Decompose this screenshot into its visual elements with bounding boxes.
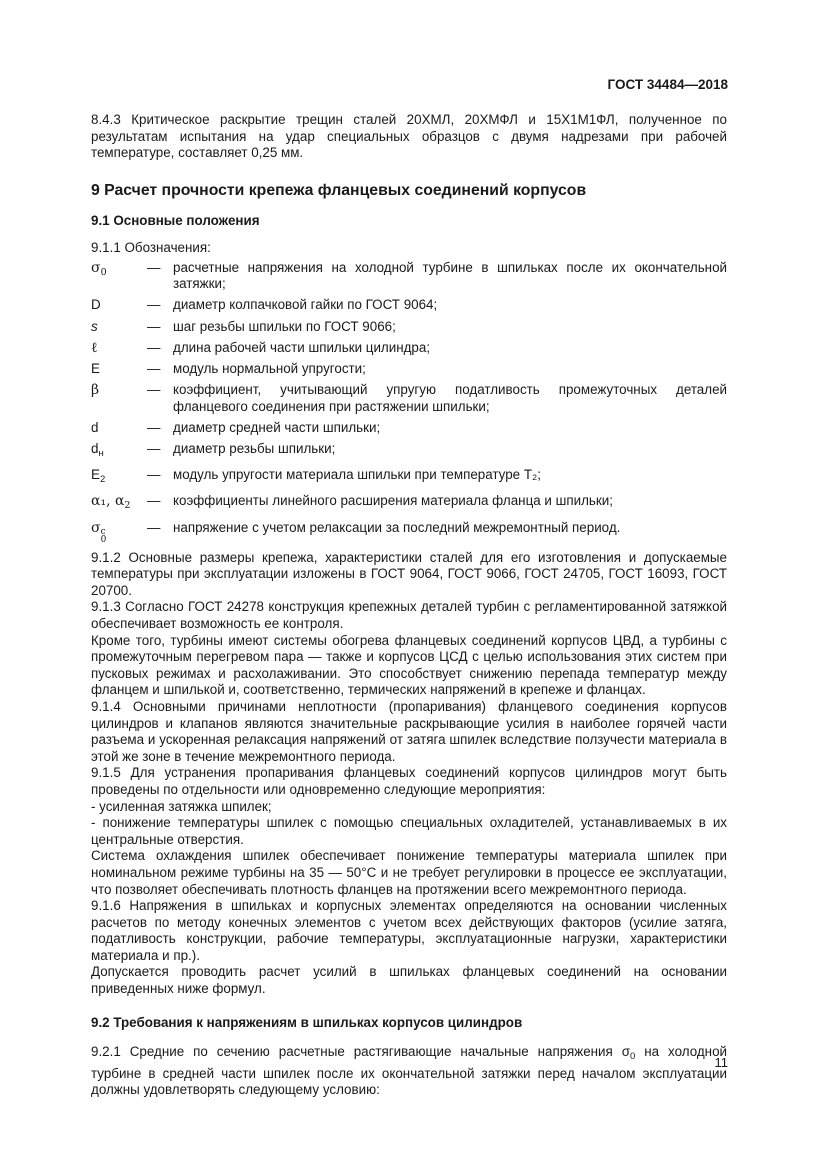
notation-dash: —	[147, 339, 161, 355]
notation-description: диаметр средней части шпильки;	[173, 419, 381, 435]
notation-symbol: α₁, $\alpha_2$	[91, 493, 131, 512]
section-9-title: 9 Расчет прочности крепежа фланцевых соединений корпусов	[91, 181, 587, 199]
document-body	[91, 112, 727, 1099]
notation-symbol: d	[91, 419, 99, 435]
paragraph: Допускается проводить расчет усилий в шпильках фланцевых соединений на основании приведенных ниже формул.	[91, 964, 727, 997]
notation-symbol: E	[91, 360, 100, 376]
notation-symbol: D	[91, 297, 101, 313]
paragraph: - понижение температуры шпилек с помощью специальных охладителей, устанавливаемых в их центральные отверстия.	[91, 815, 727, 847]
notation-description: напряжение с учетом релаксации за последний межремонтный период.	[173, 519, 621, 535]
notation-item	[91, 297, 727, 314]
page-number: 11	[714, 1055, 728, 1070]
paragraph: 9.1.4 Основными причинами неплотности (пропаривания) фланцевого соединения корпусов цилиндров и клапанов являются значительные раскрывающие усилия в наиболее горячей части разъема и ускоренная релаксация напряжений от затяга шпилек вследствие ползучести материала в этой же зоне в течение межремонтного периода.	[91, 698, 727, 764]
notation-dash: —	[147, 441, 161, 457]
notation-item	[91, 340, 727, 357]
paragraph-9-2-1: 9.2.1 Средние по сечению расчетные растягивающие начальные напряжения $\sigma_0$ на холодной турбине в средней части шпилек после их окончательной затяжки перед началом эксплуатации должны удовлетворять следующему условию:	[91, 1044, 728, 1098]
notation-list	[91, 260, 727, 544]
notation-item	[91, 420, 727, 437]
notation-item	[91, 493, 727, 515]
paragraphs	[91, 550, 727, 998]
notation-symbol: $d_н$	[91, 441, 104, 460]
paragraph: - усиленная затяжка шпилек;	[91, 798, 272, 814]
notation-dash: —	[147, 259, 161, 275]
notation-dash: —	[147, 493, 161, 509]
notation-symbol: ℓ	[91, 339, 98, 356]
notation-symbol: s	[91, 318, 98, 334]
notation-intro: 9.1.1 Обозначения:	[91, 239, 211, 255]
notation-item	[91, 361, 727, 378]
subsection-9-2-title: 9.2 Требования к напряжениям в шпильках корпусов цилиндров	[91, 1014, 523, 1030]
paragraph: 9.1.2 Основные размеры крепежа, характеристики сталей для его изготовления и допускаемые температуры при эксплуатации изложены в ГОСТ 9064, ГОСТ 9066, ГОСТ 24705, ГОСТ 16093, ГОСТ 20700.	[91, 549, 727, 598]
paragraph: Кроме того, турбины имеют системы обогрева фланцевых соединений корпусов ЦВД, а турбины с промежуточным перегревом пара — также и корпусов ЦСД с целью использования этих систем при пусковых режимах и расхолаживании. Это способствует снижению перепада температур между фланцем и шпилькой и, соответственно, термических напряжений в крепеже и фланцах.	[91, 632, 727, 698]
paragraph: 9.1.3 Согласно ГОСТ 24278 конструкция крепежных деталей турбин с регламентированной затяжкой обеспечивает возможность ее контроля.	[91, 599, 727, 631]
notation-symbol: $\sigma_0$	[91, 259, 107, 278]
notation-dash: —	[147, 382, 161, 398]
paragraph-8-4-3	[91, 112, 727, 162]
notation-description: коэффициент, учитывающий упругую податливость промежуточных деталей фланцевого соединения при растяжении шпильки;	[173, 382, 727, 414]
notation-description: диаметр резьбы шпильки;	[173, 441, 336, 457]
notation-symbol: $E_2$	[91, 467, 106, 486]
notation-description: шаг резьбы шпильки по ГОСТ 9066;	[173, 318, 396, 334]
subsection-9-1-title: 9.1 Основные положения	[91, 213, 260, 229]
notation-symbol: σ c 0	[91, 519, 107, 545]
notation-description: расчетные напряжения на холодной турбине в шпильках после их окончательной затяжки;	[173, 259, 727, 292]
notation-description: коэффициенты линейного расширения материала фланца и шпильки;	[173, 493, 613, 509]
paragraph: 9.1.6 Напряжения в шпильках и корпусных элементах определяются на основании численных расчетов по методу конечных элементов с учетом всех действующих факторов (усилие затяга, податливость конструкции, рабочие температуры, эксплуатационные нагрузки, характеристики материала и пр.).	[91, 898, 727, 963]
notation-description: длина рабочей части шпильки цилиндра;	[173, 339, 431, 355]
notation-item	[91, 520, 727, 544]
notation-description: модуль упругости материала шпильки при температуре T₂;	[173, 467, 541, 483]
paragraph: Система охлаждения шпилек обеспечивает понижение температуры материала шпилек при номинальном режиме турбины на 35 — 50°С и не требует регулировки в процессе ее эксплуатации, что позволяет обеспечивать плотность фланцев на протяжении всего межремонтного периода.	[91, 848, 727, 897]
paragraph: 9.1.5 Для устранения пропаривания фланцевых соединений корпусов цилиндров могут быть проведены по отдельности или одновременно следующие мероприятия:	[91, 765, 727, 797]
notation-dash: —	[147, 297, 161, 313]
notation-item	[91, 260, 727, 293]
notation-dash: —	[147, 318, 161, 334]
notation-dash: —	[147, 519, 161, 535]
notation-dash: —	[147, 419, 161, 435]
notation-item	[91, 467, 727, 489]
notation-description: модуль нормальной упругости;	[173, 360, 366, 376]
notation-symbol: β	[91, 382, 100, 399]
notation-item	[91, 319, 727, 336]
notation-dash: —	[147, 467, 161, 483]
notation-item	[91, 382, 727, 415]
standard-header: ГОСТ 34484—2018	[607, 77, 728, 92]
paragraph-8-4-3-text: 8.4.3 Критическое раскрытие трещин сталей 20ХМЛ, 20ХМФЛ и 15Х1М1ФЛ, полученное по результатам испытания на удар специальных образцов с двумя надрезами при рабочей температуре, составляет 0,25 мм.	[91, 112, 727, 161]
notation-dash: —	[147, 360, 161, 376]
notation-item	[91, 441, 727, 463]
notation-description: диаметр колпачковой гайки по ГОСТ 9064;	[173, 297, 438, 313]
